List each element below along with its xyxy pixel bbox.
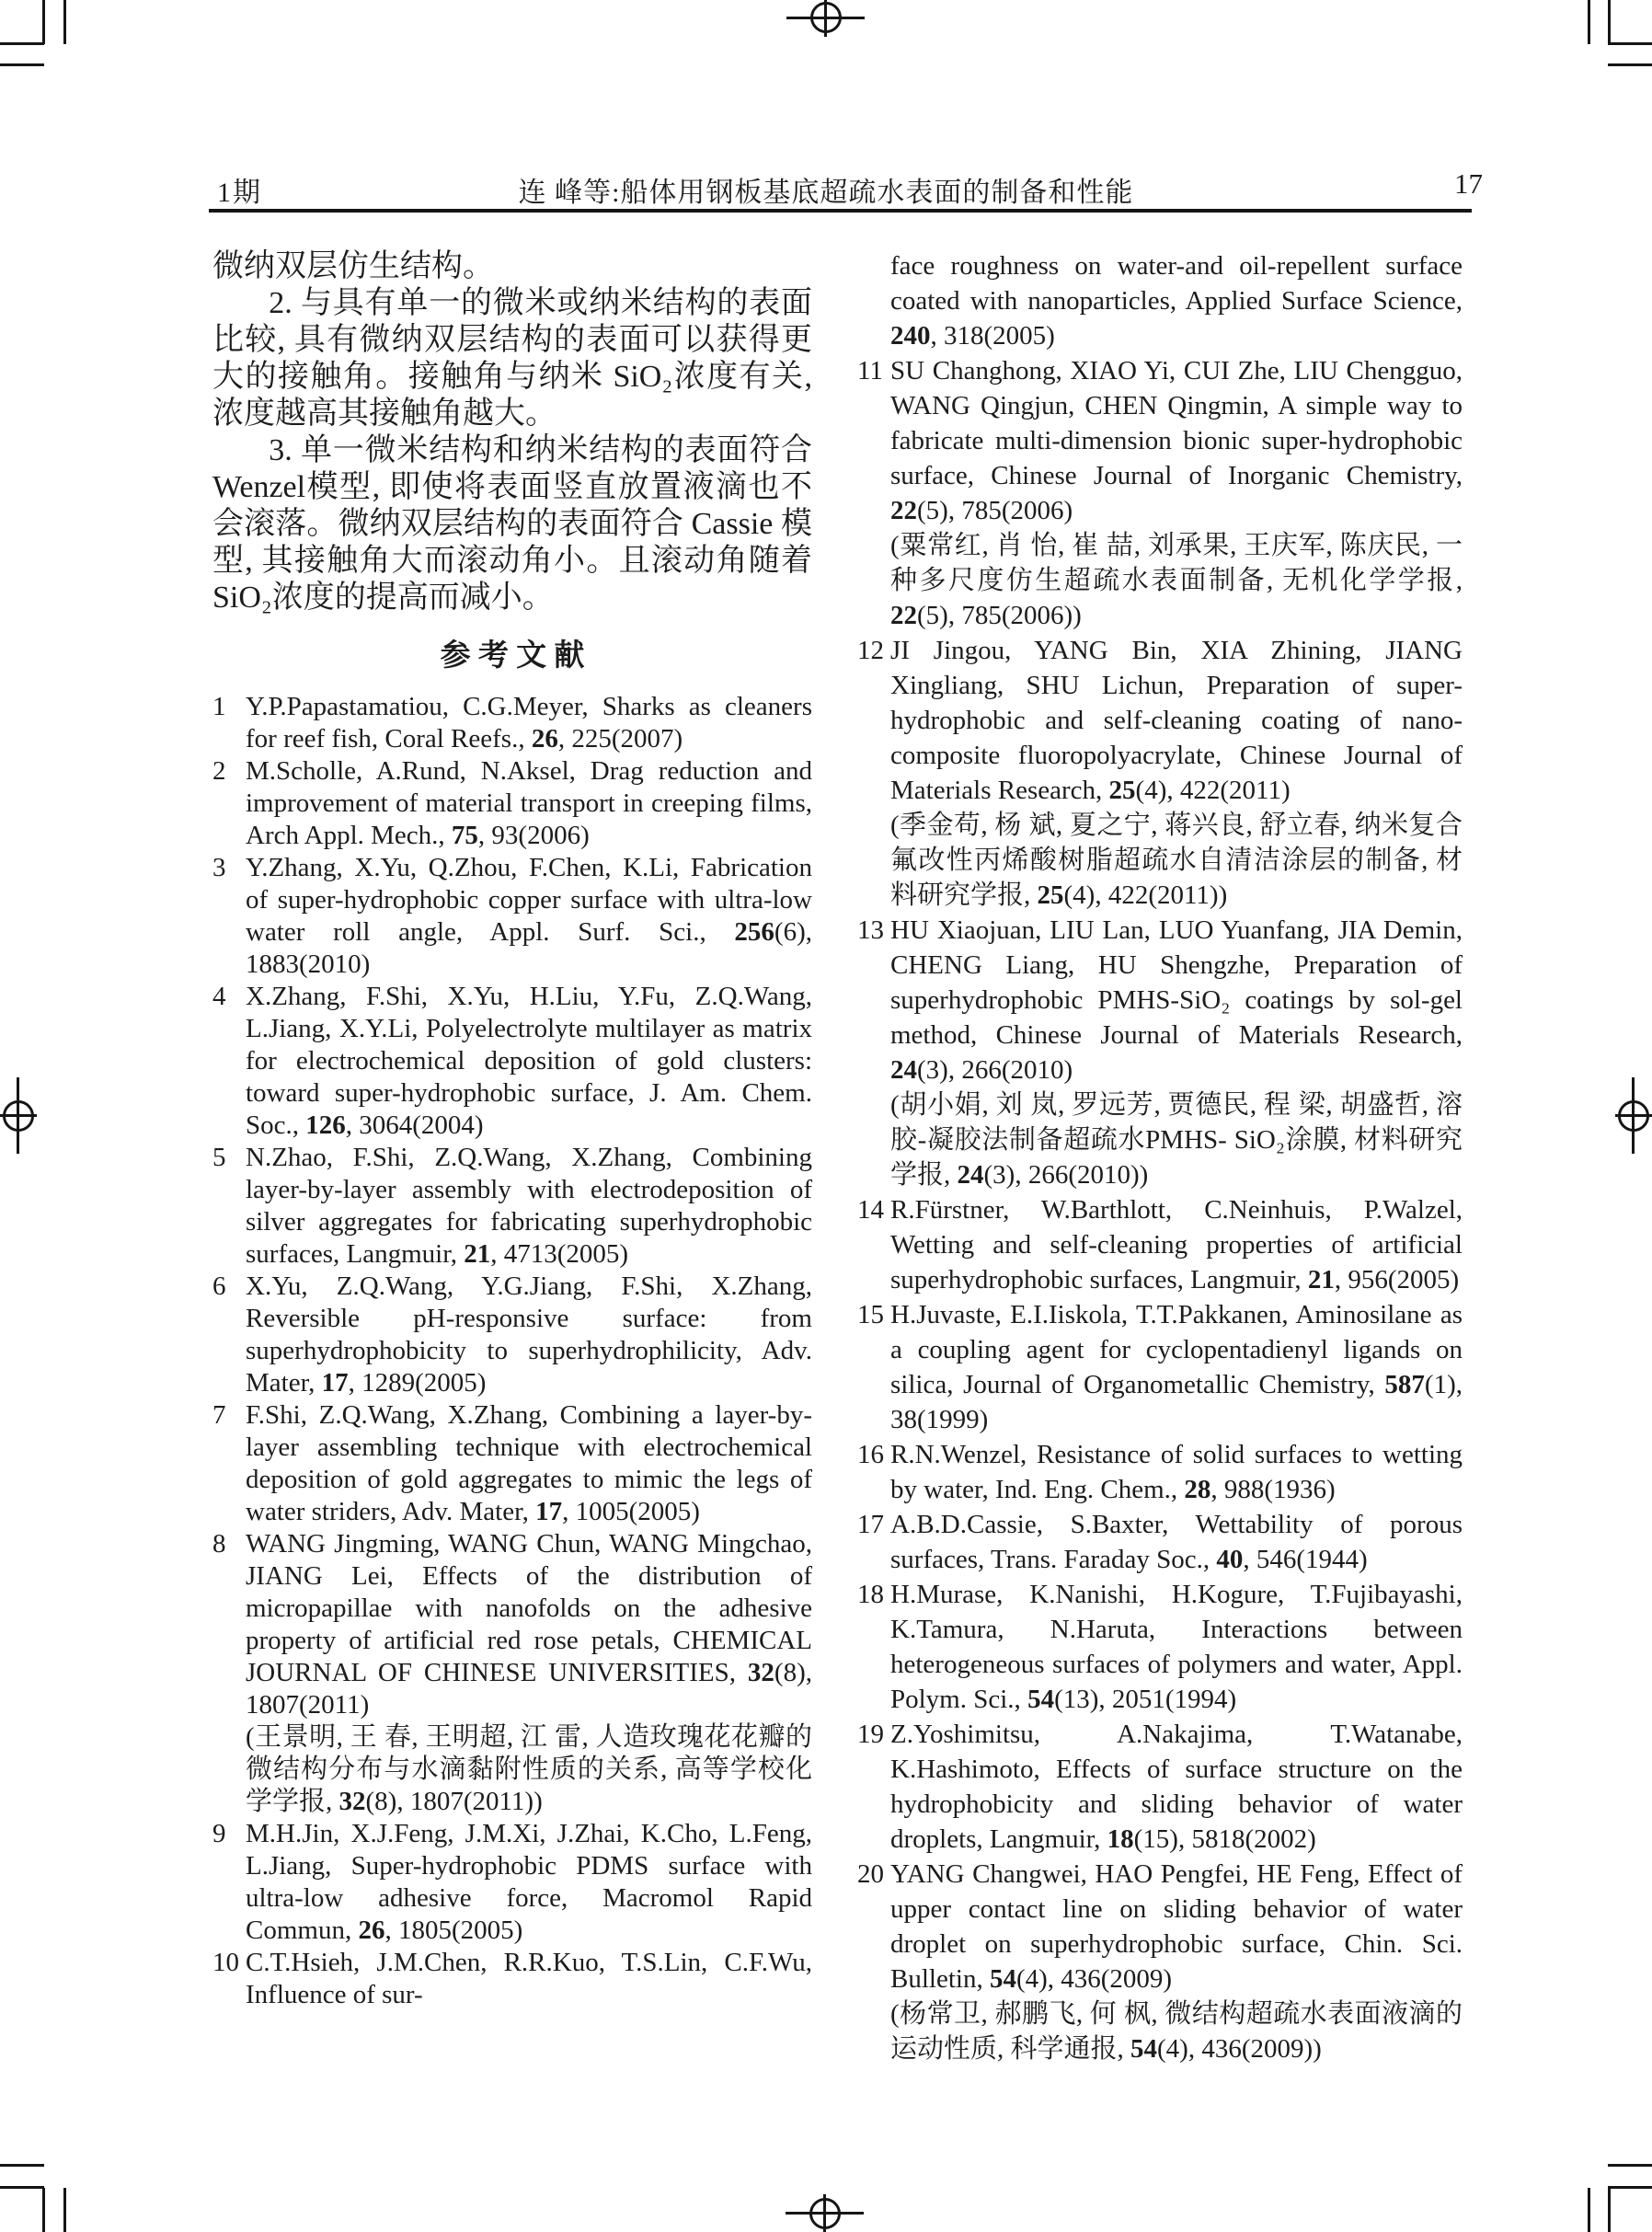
reference-number: 9 xyxy=(212,1819,226,1848)
reference-item xyxy=(857,913,1463,1192)
reference-number: 16 xyxy=(857,1440,884,1469)
reference-text: M.H.Jin, X.J.Feng, J.M.Xi, J.Zhai, K.Cho, L.Feng, L.Jiang, Super-hydrophobic PDMS surface with ultra-low adhesive force, Macromol Rapid Commun, 26, 1805(2005) xyxy=(246,1819,812,1945)
reference-item xyxy=(212,1399,812,1528)
conclusion-paragraph: 3. 单一微米结构和纳米结构的表面符合 Wenzel模型, 即使将表面竖直放置液滴也不会滚落。微纳双层结构的表面符合 Cassie 模型, 其接触角大而滚动角小。且滚动角随着SiO₂浓度的提高而减小。 xyxy=(212,433,812,615)
reference-item xyxy=(857,1192,1463,1297)
reference-number: 7 xyxy=(212,1400,226,1430)
reference-text: Z.Yoshimitsu, A.Nakajima, T.Watanabe, K.Hashimoto, Effects of surface structure on the hydrophobicity and sliding behavior of water droplets, Langmuir, 18(15), 5818(2002) xyxy=(890,1720,1463,1854)
reference-text: X.Zhang, F.Shi, X.Yu, H.Liu, Y.Fu, Z.Q.Wang, L.Jiang, X.Y.Li, Polyelectrolyte multilayer as matrix for electrochemical deposition of gold clusters: toward super-hydrophobic surface, J. Am. Chem. Soc., 126, 3064(2004) xyxy=(246,982,812,1140)
reference-number: 18 xyxy=(857,1580,884,1609)
reference-translation: (胡小娟, 刘 岚, 罗远芳, 贾德民, 程 梁, 胡盛哲, 溶胶-凝胶法制备超疏水PMHS- SiO₂涂膜, 材料研究学报, 24(3), 266(2010)) xyxy=(890,1090,1463,1190)
header-page-number: 17 xyxy=(1454,167,1483,200)
reference-text: N.Zhao, F.Shi, Z.Q.Wang, X.Zhang, Combining layer-by-layer assembly with electrodeposition of silver aggregates for fabricating superhydrophobic surfaces, Langmuir, 21, 4713(2005) xyxy=(246,1143,812,1269)
reference-translation: (杨常卫, 郝鹏飞, 何 枫, 微结构超疏水表面液滴的运动性质, 科学通报, 54(4), 436(2009)) xyxy=(890,1999,1463,2064)
reference-item xyxy=(212,1271,812,1399)
reference-number: 2 xyxy=(212,756,226,786)
reference-text: M.Scholle, A.Rund, N.Aksel, Drag reduction and improvement of material transport in creeping films, Arch Appl. Mech., 75, 93(2006) xyxy=(246,756,812,850)
reference-number: 11 xyxy=(857,356,883,385)
header-journal-issue: 1期 xyxy=(217,178,262,208)
reference-item xyxy=(212,1947,812,2011)
reference-number: 14 xyxy=(857,1195,884,1225)
reference-item xyxy=(212,1818,812,1947)
reference-item xyxy=(212,1142,812,1271)
reference-text: face roughness on water-and oil-repellent surface coated with nanoparticles, Applied Surface Science, 240, 318(2005) xyxy=(890,251,1463,351)
reference-translation: (王景明, 王 春, 王明超, 江 雷, 人造玫瑰花花瓣的微结构分布与水滴黏附性质的关系, 高等学校化学学报, 32(8), 1807(2011)) xyxy=(246,1722,812,1816)
reference-text: YANG Changwei, HAO Pengfei, HE Feng, Effect of upper contact line on sliding behavior of water droplet on superhydrophobic surface, Chin. Sci. Bulletin, 54(4), 436(2009) xyxy=(890,1859,1463,1994)
conclusion-paragraph: 2. 与具有单一的微米或纳米结构的表面比较, 具有微纳双层结构的表面可以获得更大的接触角。接触角与纳米 SiO₂浓度有关, 浓度越高其接触角越大。 xyxy=(212,286,812,431)
reference-text: X.Yu, Z.Q.Wang, Y.G.Jiang, F.Shi, X.Zhang, Reversible pH-responsive surface: from superhydrophobicity to superhydrophilicity, Adv. Mater, 17, 1289(2005) xyxy=(246,1271,812,1398)
reference-number: 5 xyxy=(212,1143,226,1172)
reference-text: Y.P.Papastamatiou, C.G.Meyer, Sharks as cleaners for reef fish, Coral Reefs., 26, 225(2007) xyxy=(246,692,812,754)
references-list-left xyxy=(212,691,812,2011)
reference-text: A.B.D.Cassie, S.Baxter, Wettability of porous surfaces, Trans. Faraday Soc., 40, 546(1944) xyxy=(890,1510,1463,1574)
reference-number: 12 xyxy=(857,636,884,665)
reference-item xyxy=(212,981,812,1142)
reference-text: H.Murase, K.Nanishi, H.Kogure, T.Fujibayashi, K.Tamura, N.Haruta, Interactions between heterogeneous surfaces of polymers and water, Appl. Polym. Sci., 54(13), 2051(1994) xyxy=(890,1580,1463,1714)
reference-text: F.Shi, Z.Q.Wang, X.Zhang, Combining a layer-by-layer assembling technique with electrochemical deposition of gold aggregates to mimic the legs of water striders, Adv. Mater, 17, 1005(2005) xyxy=(246,1400,812,1526)
reference-item xyxy=(857,353,1463,633)
reference-number: 10 xyxy=(212,1948,239,1977)
reference-item xyxy=(212,852,812,981)
reference-text: H.Juvaste, E.I.Iiskola, T.T.Pakkanen, Aminosilane as a coupling agent for cyclopentadienyl ligands on silica, Journal of Organometallic Chemistry, 587(1), 38(1999) xyxy=(890,1300,1463,1434)
reference-text: JI Jingou, YANG Bin, XIA Zhining, JIANG Xingliang, SHU Lichun, Preparation of super-hydrophobic and self-cleaning coating of nano-composite fluoropolyacrylate, Chinese Journal of Materials Research, 25(4), 422(2011) xyxy=(890,636,1463,805)
reference-item xyxy=(857,1437,1463,1507)
reference-item xyxy=(857,1297,1463,1437)
reference-text: C.T.Hsieh, J.M.Chen, R.R.Kuo, T.S.Lin, C.F.Wu, Influence of sur- xyxy=(246,1948,812,2009)
references-list-right xyxy=(857,248,1463,2066)
reference-number: 4 xyxy=(212,982,226,1011)
reference-item xyxy=(857,1717,1463,1857)
reference-item xyxy=(857,1577,1463,1717)
reference-translation: (粟常红, 肖 怡, 崔 喆, 刘承果, 王庆军, 陈庆民, 一种多尺度仿生超疏水表面制备, 无机化学学报, 22(5), 785(2006)) xyxy=(890,531,1463,630)
right-column xyxy=(857,248,1463,2066)
reference-continuation xyxy=(857,248,1463,353)
reference-number: 3 xyxy=(212,853,226,882)
reference-text: R.N.Wenzel, Resistance of solid surfaces to wetting by water, Ind. Eng. Chem., 28, 988(1936) xyxy=(890,1440,1463,1504)
reference-number: 8 xyxy=(212,1529,226,1559)
header-running-title: 连 峰等:船体用钢板基底超疏水表面的制备和性能 xyxy=(518,178,1134,208)
reference-translation: (季金苟, 杨 斌, 夏之宁, 蒋兴良, 舒立春, 纳米复合氟改性丙烯酸树脂超疏水自清洁涂层的制备, 材料研究学报, 25(4), 422(2011)) xyxy=(890,811,1463,910)
reference-item xyxy=(212,1528,812,1818)
reference-item xyxy=(212,691,812,755)
reference-number: 6 xyxy=(212,1271,226,1301)
reference-number: 1 xyxy=(212,692,226,721)
reference-number: 17 xyxy=(857,1510,884,1539)
conclusion-paragraph: 微纳双层仿生结构。 xyxy=(212,249,494,283)
header-rule xyxy=(209,209,1472,213)
reference-item xyxy=(857,1857,1463,2066)
reference-item xyxy=(857,633,1463,913)
reference-text: R.Fürstner, W.Barthlott, C.Neinhuis, P.Walzel, Wetting and self-cleaning properties of artificial superhydrophobic surfaces, Langmuir, 21, 956(2005) xyxy=(890,1195,1463,1294)
reference-number: 20 xyxy=(857,1859,884,1889)
reference-text: SU Changhong, XIAO Yi, CUI Zhe, LIU Chengguo, WANG Qingjun, CHEN Qingmin, A simple way to fabricate multi-dimension bionic super-hydrophobic surface, Chinese Journal of Inorganic Chemistry, 22(5), 785(2006) xyxy=(890,356,1463,525)
reference-item xyxy=(857,1507,1463,1577)
reference-number: 13 xyxy=(857,915,884,945)
references-heading: 参 考 文 献 xyxy=(440,639,585,673)
reference-item xyxy=(212,755,812,852)
reference-number: 19 xyxy=(857,1720,884,1749)
reference-text: HU Xiaojuan, LIU Lan, LUO Yuanfang, JIA Demin, CHENG Liang, HU Shengzhe, Preparation of superhydrophobic PMHS-SiO₂ coatings by sol-gel method, Chinese Journal of Materials Research, 24(3), 266(2010) xyxy=(890,915,1463,1085)
reference-text: Y.Zhang, X.Yu, Q.Zhou, F.Chen, K.Li, Fabrication of super-hydrophobic copper surface with ultra-low water roll angle, Appl. Surf. Sci., 256(6), 1883(2010) xyxy=(246,853,812,979)
left-column xyxy=(212,248,812,2011)
reference-number: 15 xyxy=(857,1300,884,1329)
reference-text: WANG Jingming, WANG Chun, WANG Mingchao, JIANG Lei, Effects of the distribution of micropapillae with nanofolds on the adhesive property of artificial red rose petals, CHEMICAL JOURNAL OF CHINESE UNIVERSITIES, 32(8), 1807(2011) xyxy=(246,1529,812,1720)
